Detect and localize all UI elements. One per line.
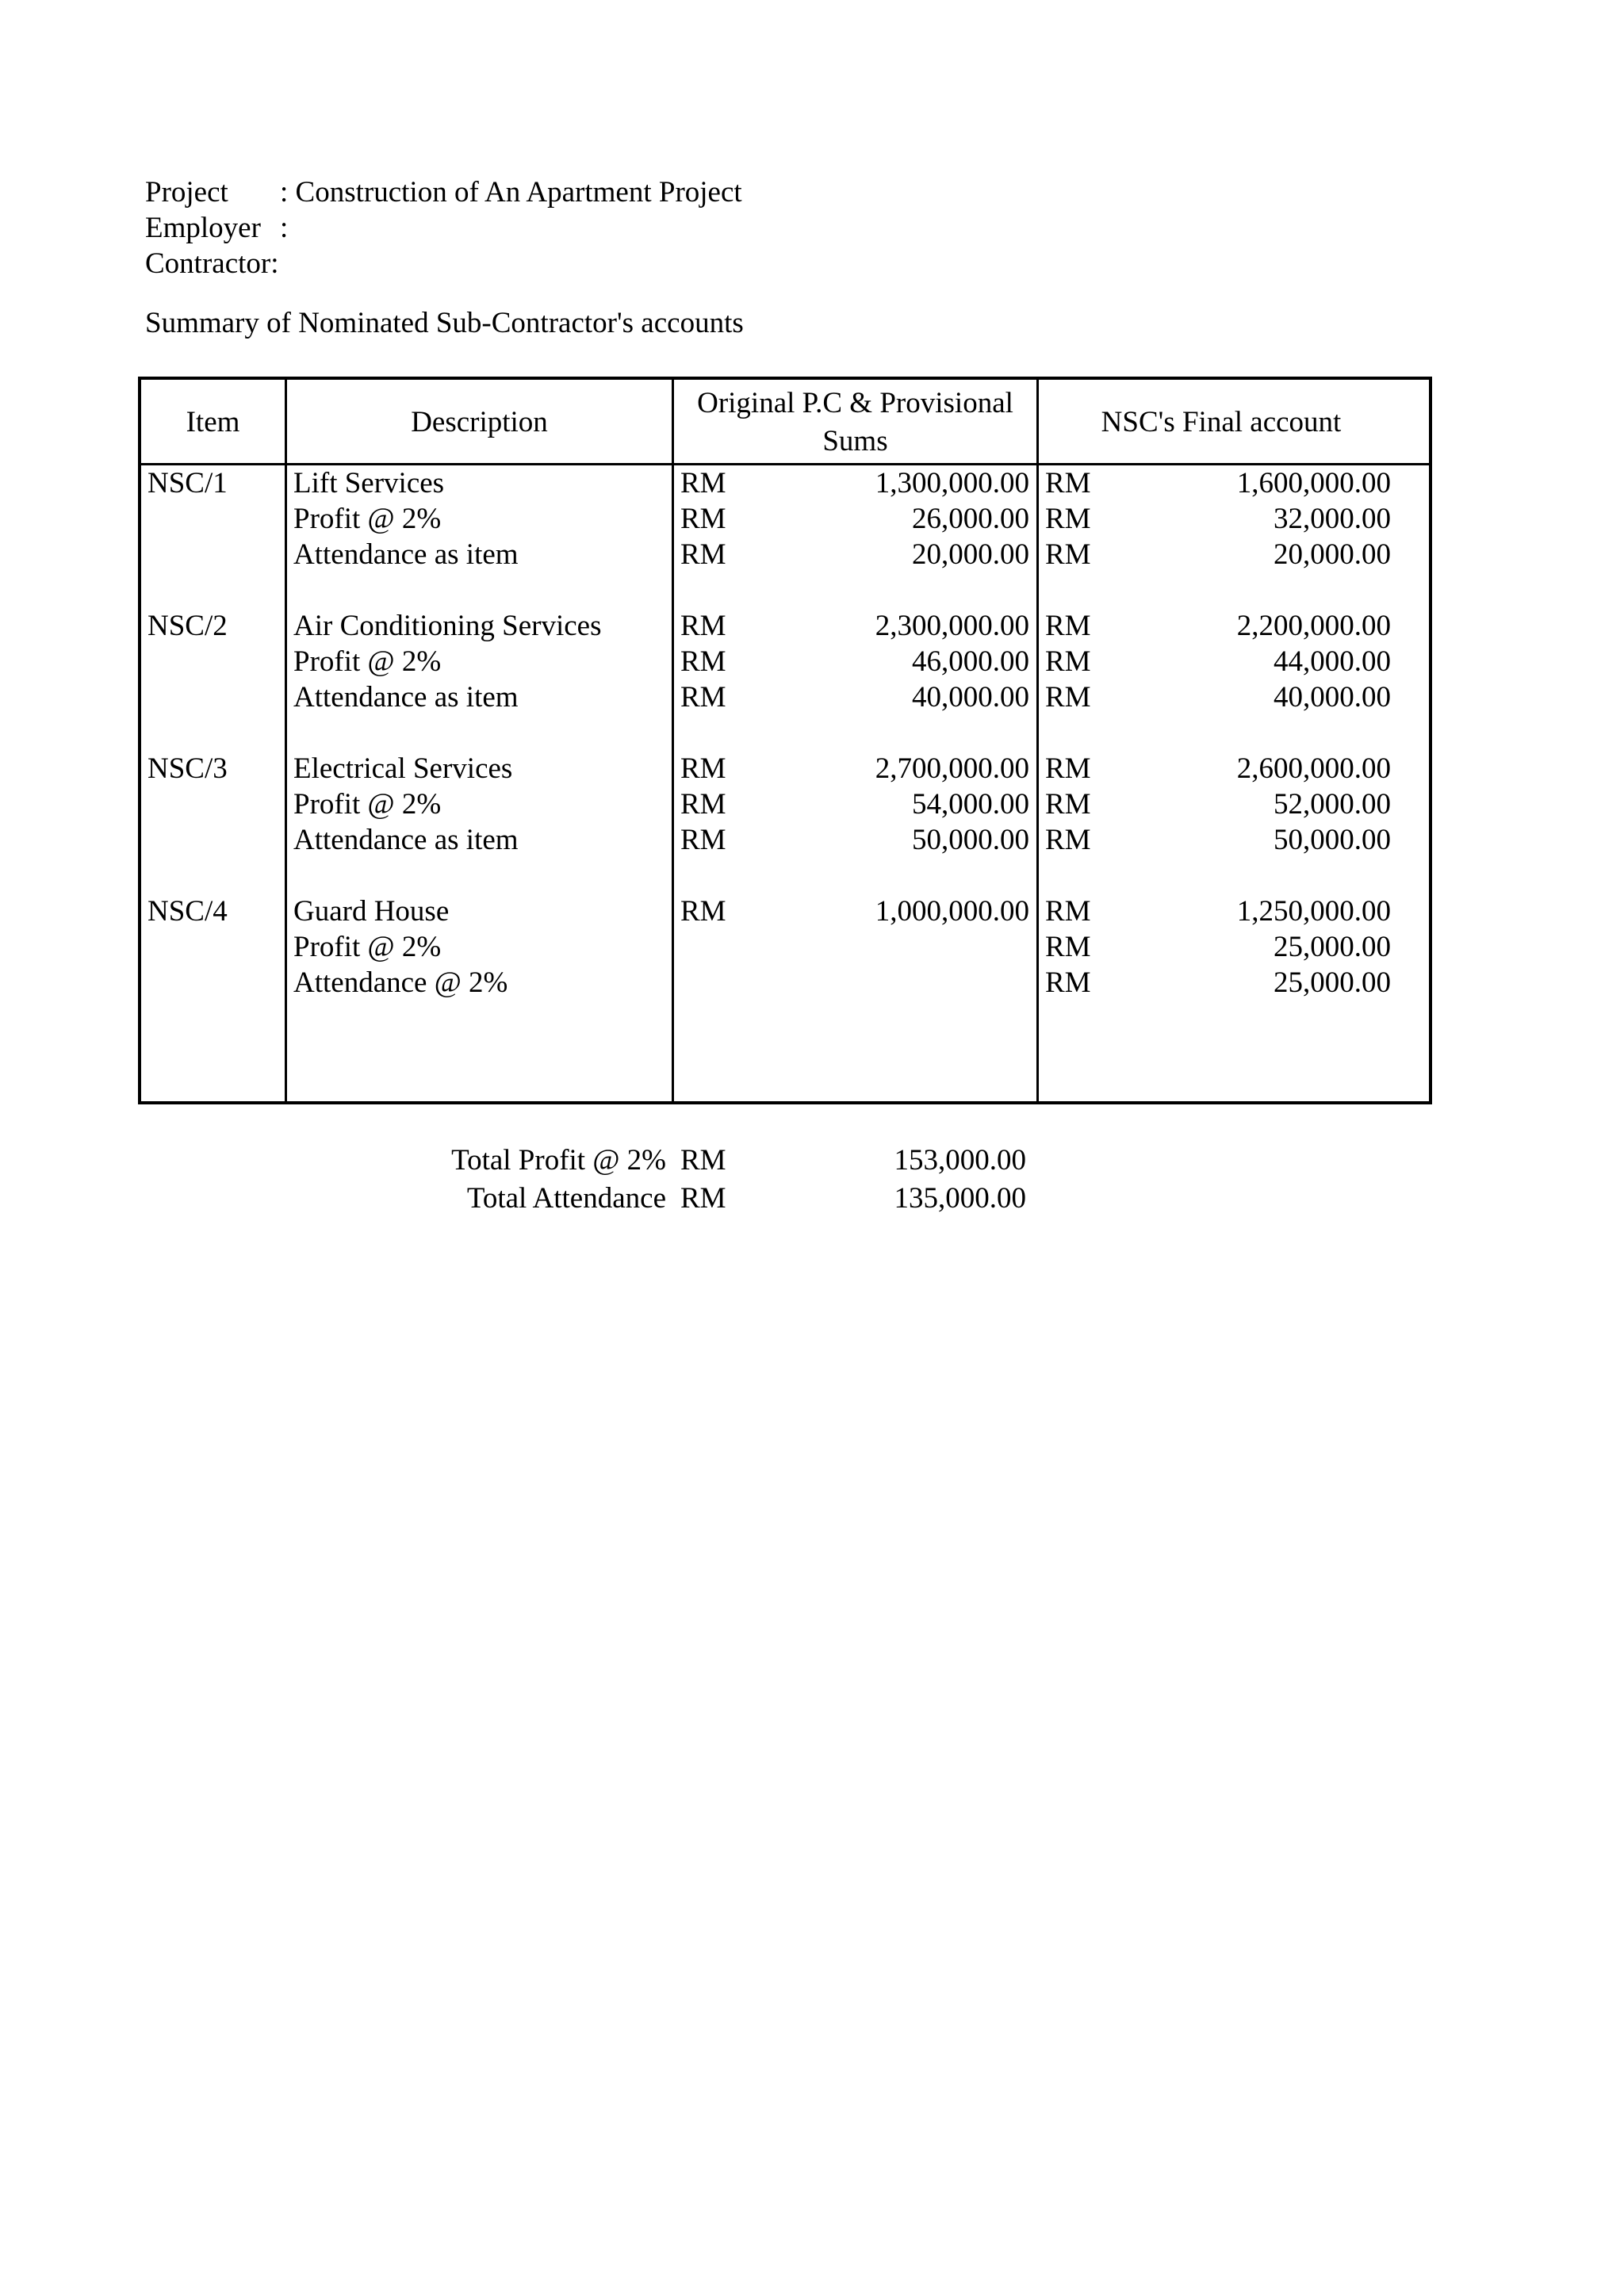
final-amount: 1,250,000.00 bbox=[1236, 895, 1391, 928]
final-currency: RM bbox=[1045, 752, 1091, 785]
row-description: Guard House bbox=[293, 895, 450, 928]
original-amount: 20,000.00 bbox=[912, 538, 1029, 571]
final-currency: RM bbox=[1045, 503, 1091, 535]
original-amount: 50,000.00 bbox=[912, 824, 1029, 856]
final-amount: 52,000.00 bbox=[1274, 788, 1391, 821]
row-description: Attendance as item bbox=[293, 824, 519, 856]
final-amount: 20,000.00 bbox=[1274, 538, 1391, 571]
original-amount: 1,300,000.00 bbox=[875, 467, 1029, 499]
row-description: Profit @ 2% bbox=[293, 788, 442, 821]
employer-label: Employer bbox=[145, 212, 261, 244]
col-divider-2 bbox=[672, 380, 674, 1101]
final-currency: RM bbox=[1045, 610, 1091, 642]
employer-line bbox=[145, 210, 288, 246]
total-value: 153,000.00 bbox=[894, 1144, 1026, 1177]
header-item: Item bbox=[186, 406, 240, 438]
item-code: NSC/1 bbox=[147, 467, 228, 499]
row-description: Attendance @ 2% bbox=[293, 966, 508, 999]
total-currency: RM bbox=[680, 1182, 726, 1215]
header-original-line2: Sums bbox=[822, 425, 888, 457]
col-divider-1 bbox=[285, 380, 287, 1101]
row-description: Profit @ 2% bbox=[293, 503, 442, 535]
item-code: NSC/4 bbox=[147, 895, 228, 928]
project-line bbox=[145, 174, 742, 210]
total-value: 135,000.00 bbox=[894, 1182, 1026, 1215]
header-original bbox=[674, 385, 1036, 461]
original-amount: 2,300,000.00 bbox=[875, 610, 1029, 642]
row-description: Air Conditioning Services bbox=[293, 610, 602, 642]
original-currency: RM bbox=[680, 681, 726, 714]
final-amount: 2,600,000.00 bbox=[1236, 752, 1391, 785]
original-currency: RM bbox=[680, 895, 726, 928]
project-label: Project bbox=[145, 176, 228, 209]
final-amount: 1,600,000.00 bbox=[1236, 467, 1391, 499]
original-currency: RM bbox=[680, 645, 726, 678]
row-description: Lift Services bbox=[293, 467, 445, 499]
final-currency: RM bbox=[1045, 681, 1091, 714]
final-amount: 25,000.00 bbox=[1274, 931, 1391, 963]
final-currency: RM bbox=[1045, 645, 1091, 678]
summary-title: Summary of Nominated Sub-Contractor's accounts bbox=[145, 307, 744, 339]
original-amount: 40,000.00 bbox=[912, 681, 1029, 714]
row-description: Electrical Services bbox=[293, 752, 513, 785]
final-amount: 25,000.00 bbox=[1274, 966, 1391, 999]
total-label: Total Profit @ 2% bbox=[451, 1144, 666, 1177]
col-divider-3 bbox=[1036, 380, 1039, 1101]
original-currency: RM bbox=[680, 467, 726, 499]
item-code: NSC/3 bbox=[147, 752, 228, 785]
final-currency: RM bbox=[1045, 788, 1091, 821]
final-currency: RM bbox=[1045, 467, 1091, 499]
final-currency: RM bbox=[1045, 931, 1091, 963]
final-amount: 44,000.00 bbox=[1274, 645, 1391, 678]
total-label: Total Attendance bbox=[466, 1182, 666, 1215]
original-amount: 2,700,000.00 bbox=[875, 752, 1029, 785]
employer-value: : bbox=[280, 212, 289, 244]
row-description: Attendance as item bbox=[293, 538, 519, 571]
header-description: Description bbox=[411, 406, 548, 438]
final-amount: 40,000.00 bbox=[1274, 681, 1391, 714]
project-value: : Construction of An Apartment Project bbox=[280, 176, 742, 209]
original-currency: RM bbox=[680, 538, 726, 571]
final-amount: 2,200,000.00 bbox=[1236, 610, 1391, 642]
original-amount: 1,000,000.00 bbox=[875, 895, 1029, 928]
final-currency: RM bbox=[1045, 824, 1091, 856]
total-currency: RM bbox=[680, 1144, 726, 1177]
row-description: Attendance as item bbox=[293, 681, 519, 714]
final-amount: 32,000.00 bbox=[1274, 503, 1391, 535]
contractor-line bbox=[145, 246, 279, 281]
final-currency: RM bbox=[1045, 895, 1091, 928]
row-description: Profit @ 2% bbox=[293, 931, 442, 963]
item-code: NSC/2 bbox=[147, 610, 228, 642]
original-amount: 54,000.00 bbox=[912, 788, 1029, 821]
original-currency: RM bbox=[680, 752, 726, 785]
original-currency: RM bbox=[680, 610, 726, 642]
original-currency: RM bbox=[680, 788, 726, 821]
header-final: NSC's Final account bbox=[1101, 406, 1342, 438]
final-currency: RM bbox=[1045, 538, 1091, 571]
row-description: Profit @ 2% bbox=[293, 645, 442, 678]
original-currency: RM bbox=[680, 824, 726, 856]
original-amount: 46,000.00 bbox=[912, 645, 1029, 678]
header-original-line1: Original P.C & Provisional bbox=[697, 387, 1013, 419]
nsc-summary-table bbox=[138, 377, 1432, 1104]
final-amount: 50,000.00 bbox=[1274, 824, 1391, 856]
contractor-label: Contractor: bbox=[145, 247, 279, 280]
original-currency: RM bbox=[680, 503, 726, 535]
original-amount: 26,000.00 bbox=[912, 503, 1029, 535]
final-currency: RM bbox=[1045, 966, 1091, 999]
